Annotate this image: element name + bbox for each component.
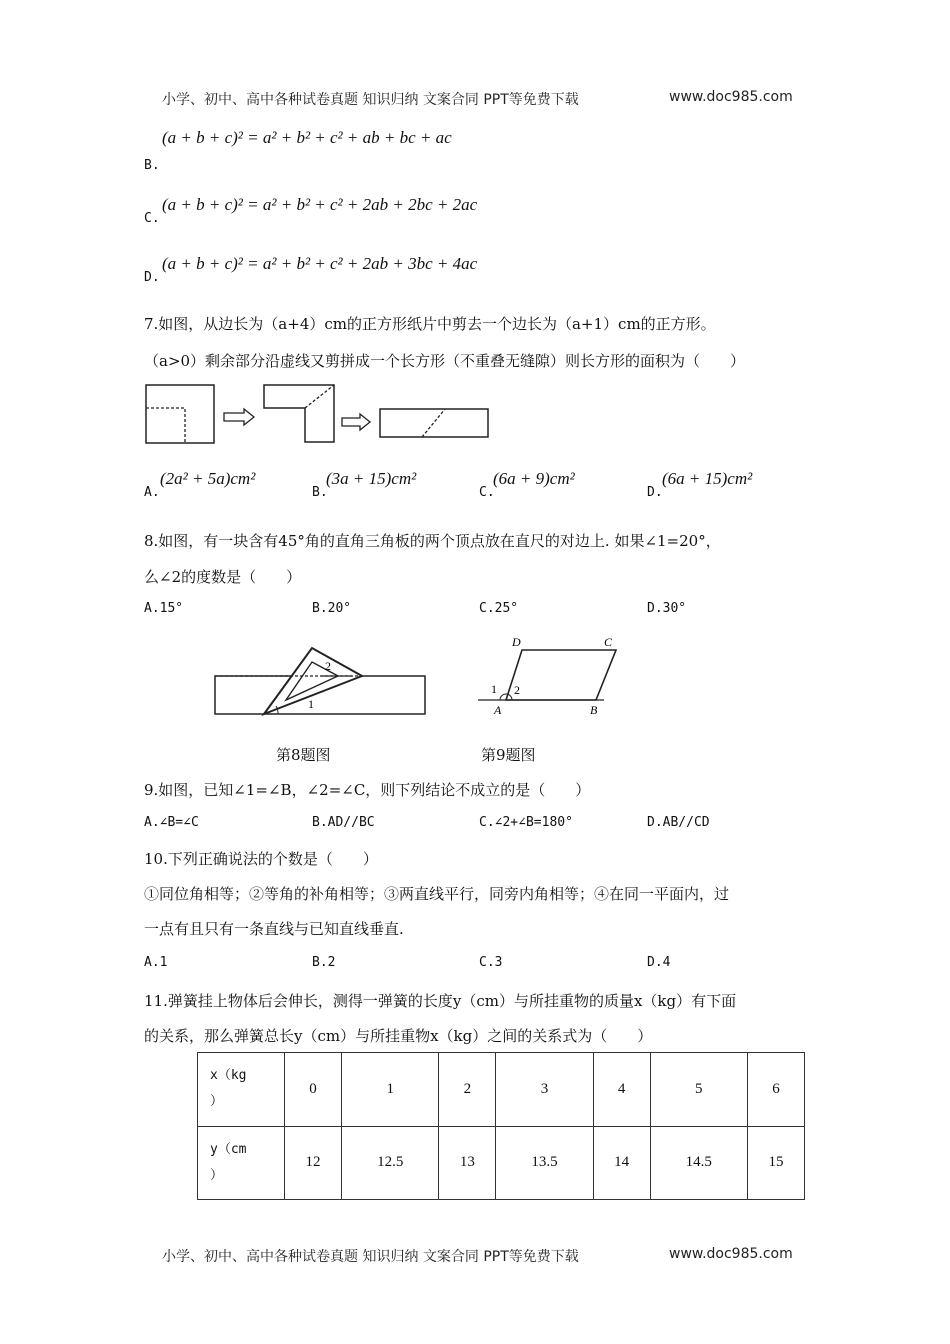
q6-option-d-label: D.: [144, 270, 160, 285]
table-cell-x: 3: [496, 1053, 593, 1127]
q8-option-b: B.20°: [312, 601, 352, 616]
q8-stem-line2: 么∠2的度数是（ ）: [144, 568, 302, 586]
table-cell-y: 13.5: [496, 1126, 593, 1200]
fig9-caption: 第9题图: [481, 746, 536, 764]
table-cell-y: 14.5: [650, 1126, 747, 1200]
q7-option-d-label: D.: [647, 485, 663, 500]
fig8-caption: 第8题图: [276, 746, 331, 764]
q7-stem-line1: 7.如图，从边长为（a+4）cm的正方形纸片中剪去一个边长为（a+1）cm的正方形。: [144, 315, 716, 333]
q7-option-b-label: B.: [312, 485, 328, 500]
q7-option-a-formula: (2a² + 5a)cm²: [160, 469, 256, 488]
fig9-angle-2-label: 2: [514, 683, 520, 697]
q10-option-a: A.1: [144, 955, 168, 970]
header-banner-text: 小学、初中、高中各种试卷真题 知识归纳 文案合同 PPT等免费下载: [162, 92, 579, 108]
q8-figure: [212, 640, 432, 722]
q8-option-c: C.25°: [479, 601, 519, 616]
table-cell-x: 4: [593, 1053, 650, 1127]
q9-option-b: B.AD//BC: [312, 815, 375, 830]
q8-option-a: A.15°: [144, 601, 184, 616]
table-header-x: x（kg ）: [198, 1053, 285, 1127]
fig8-angle-1-label: 1: [308, 697, 314, 711]
q11-data-table: [197, 1052, 805, 1200]
q7-option-b-formula: (3a + 15)cm²: [326, 469, 417, 488]
q7-option-d-formula: (6a + 15)cm²: [662, 469, 753, 488]
q10-option-c: C.3: [479, 955, 503, 970]
q9-option-d: D.AB//CD: [647, 815, 710, 830]
table-cell-y: 12: [285, 1126, 342, 1200]
q10-stem: 10.下列正确说法的个数是（ ）: [144, 850, 378, 868]
q6-option-d-formula: (a + b + c)² = a² + b² + c² + 2ab + 3bc + 4ac: [162, 254, 478, 273]
table-row-x: [198, 1053, 805, 1127]
q11-stem-line2: 的关系，那么弹簧总长y（cm）与所挂重物x（kg）之间的关系式为（ ）: [144, 1027, 653, 1045]
table-cell-x: 0: [285, 1053, 342, 1127]
q9-option-a: A.∠B=∠C: [144, 815, 199, 830]
table-cell-y: 15: [747, 1126, 804, 1200]
q6-option-c-label: C.: [144, 211, 160, 226]
q10-option-b: B.2: [312, 955, 336, 970]
q9-option-c: C.∠2+∠B=180°: [479, 815, 573, 830]
table-cell-y: 14: [593, 1126, 650, 1200]
q6-option-b-label: B.: [144, 158, 160, 173]
table-row-y: [198, 1126, 805, 1200]
fig8-angle-2-label: 2: [325, 659, 331, 673]
q8-stem-line1: 8.如图，有一块含有45°角的直角三角板的两个顶点放在直尺的对边上. 如果∠1=20°，: [144, 532, 721, 550]
fig9-label-c: C: [604, 635, 613, 649]
q7-option-a-label: A.: [144, 485, 160, 500]
q10-statement-line1: ①同位角相等；②等角的补角相等；③两直线平行，同旁内角相等；④在同一平面内，过: [144, 885, 730, 903]
q10-option-d: D.4: [647, 955, 671, 970]
q7-option-c-formula: (6a + 9)cm²: [493, 469, 575, 488]
fig9-label-b: B: [590, 703, 598, 717]
q6-option-c-formula: (a + b + c)² = a² + b² + c² + 2ab + 2bc + 2ac: [162, 195, 478, 214]
footer-site-link[interactable]: www.doc985.com: [669, 1246, 793, 1262]
q7-figure: [140, 382, 500, 452]
table-cell-y: 13: [439, 1126, 496, 1200]
q9-stem: 9.如图，已知∠1=∠B，∠2=∠C，则下列结论不成立的是（ ）: [144, 781, 591, 799]
table-cell-x: 2: [439, 1053, 496, 1127]
table-cell-x: 1: [342, 1053, 439, 1127]
fig9-angle-1-label: 1: [491, 682, 497, 696]
footer-banner-text: 小学、初中、高中各种试卷真题 知识归纳 文案合同 PPT等免费下载: [162, 1249, 579, 1265]
table-cell-x: 6: [747, 1053, 804, 1127]
q7-option-c-label: C.: [479, 485, 495, 500]
table-cell-y: 12.5: [342, 1126, 439, 1200]
table-cell-x: 5: [650, 1053, 747, 1127]
q6-option-b-formula: (a + b + c)² = a² + b² + c² + ab + bc + ac: [162, 128, 452, 147]
q8-option-d: D.30°: [647, 601, 687, 616]
table-header-y: y（cm ）: [198, 1126, 285, 1200]
q10-statement-line2: 一点有且只有一条直线与已知直线垂直.: [144, 920, 404, 938]
q9-figure: [478, 632, 628, 718]
q11-stem-line1: 11.弹簧挂上物体后会伸长，测得一弹簧的长度y（cm）与所挂重物的质量x（kg）有下面: [144, 992, 737, 1010]
q7-stem-line2: （a>0）剩余部分沿虚线又剪拼成一个长方形（不重叠无缝隙）则长方形的面积为（ ）: [144, 352, 746, 370]
fig9-label-d: D: [512, 635, 521, 649]
header-site-link[interactable]: www.doc985.com: [669, 89, 793, 105]
fig9-label-a: A: [494, 703, 502, 717]
